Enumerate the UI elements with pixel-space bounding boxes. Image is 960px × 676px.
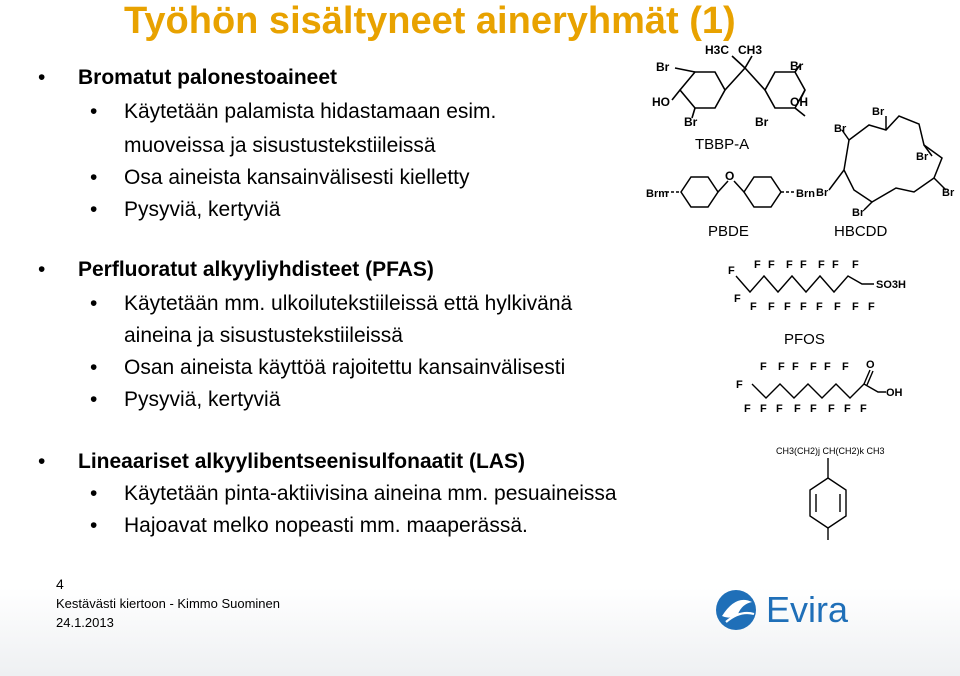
tbbpa-oh: OH	[790, 95, 808, 109]
pfos-fluorine: F	[734, 293, 741, 305]
tbbpa-methyl-2: CH3	[738, 43, 763, 57]
pbde-label: PBDE	[708, 223, 749, 240]
pfos-fluorine: F	[768, 301, 775, 313]
pbde-br-m: Brm	[646, 188, 669, 200]
pfos-fluorine: F	[754, 259, 761, 271]
hbcdd-br: Br	[852, 207, 865, 219]
bullet-item: • Hajoavat melko nopeasti mm. maaperässä.	[124, 514, 528, 538]
pfoa-fluorine: F	[844, 403, 851, 415]
pfoa-fluorine: F	[860, 403, 867, 415]
hbcdd-br: Br	[834, 123, 847, 135]
pfos-fluorine: F	[834, 301, 841, 313]
pfos-fluorine: F	[868, 301, 875, 313]
tbbpa-methyl-1: H3C	[705, 43, 730, 57]
bullet-item: • Käytetään mm. ulkoilutekstiileissä että hylkivänä	[124, 292, 572, 316]
section-heading-bromatut: • Bromatut palonestoaineet	[78, 66, 337, 90]
tbbpa-ho: HO	[652, 95, 670, 109]
pfos-fluorine: F	[800, 259, 807, 271]
hbcdd-structure	[814, 100, 960, 220]
pfoa-fluorine: F	[842, 361, 849, 373]
pbde-structure	[646, 165, 816, 220]
bullet-item: • Käytetään pinta-aktiivisina aineina mm. pesuaineissa	[124, 482, 617, 506]
pfos-fluorine: F	[750, 301, 757, 313]
footer-info	[56, 594, 280, 632]
bullet-item-continued: muoveissa ja sisustustekstiileissä	[124, 134, 436, 157]
hbcdd-br: Br	[816, 187, 829, 199]
pfos-fluorine: F	[728, 265, 735, 277]
pfoa-fluorine: F	[736, 379, 743, 391]
pfoa-fluorine: F	[810, 403, 817, 415]
pbde-oxygen: O	[725, 169, 735, 183]
pfoa-fluorine: F	[744, 403, 751, 415]
bullet-item: • Osa aineista kansainvälisesti kielletty	[124, 166, 470, 190]
bullet-item: • Osan aineista käyttöä rajoitettu kansainvälisesti	[124, 356, 565, 380]
pfoa-oxygen: O	[866, 359, 875, 371]
footer-presenter: Kestävästi kiertoon - Kimmo Suominen	[56, 596, 280, 611]
pfoa-fluorine: F	[760, 361, 767, 373]
hbcdd-label: HBCDD	[834, 223, 888, 240]
footer-date: 24.1.2013	[56, 615, 114, 630]
pfos-fluorine: F	[818, 259, 825, 271]
evira-logo-text: Evira	[766, 589, 849, 630]
tbbpa-br: Br	[790, 59, 804, 73]
pfos-so3h: SO3H	[876, 279, 906, 291]
section-heading-las: • Lineaariset alkyylibentseenisulfonaatit (LAS)	[78, 450, 525, 474]
pfos-fluorine: F	[800, 301, 807, 313]
pfos-fluorine: F	[786, 259, 793, 271]
pfos-fluorine: F	[832, 259, 839, 271]
pfoa-fluorine: F	[778, 361, 785, 373]
pfoa-fluorine: F	[760, 403, 767, 415]
pfos-fluorine: F	[784, 301, 791, 313]
evira-logo-mark-icon	[716, 590, 756, 630]
pfoa-fluorine: F	[776, 403, 783, 415]
section-heading-pfas: • Perfluoratut alkyyliyhdisteet (PFAS)	[78, 258, 434, 282]
bullet-item-continued: aineina ja sisustustekstiileissä	[124, 324, 403, 347]
pfoa-fluorine: F	[824, 361, 831, 373]
hbcdd-br: Br	[916, 151, 929, 163]
pfos-fluorine: F	[852, 259, 859, 271]
evira-logo	[712, 580, 912, 640]
pfoa-fluorine: F	[792, 361, 799, 373]
pfoa-structure	[734, 356, 914, 418]
pfoa-fluorine: F	[810, 361, 817, 373]
pfoa-fluorine: F	[794, 403, 801, 415]
tbbpa-br: Br	[656, 60, 670, 74]
tbbpa-structure	[650, 40, 830, 140]
pfos-fluorine: F	[852, 301, 859, 313]
pfos-label: PFOS	[784, 331, 825, 348]
pfos-fluorine: F	[768, 259, 775, 271]
slide-title: Työhön sisältyneet aineryhmät (1)	[124, 0, 736, 42]
tbbpa-label: TBBP-A	[695, 136, 750, 153]
pfoa-fluorine: F	[828, 403, 835, 415]
page-number: 4	[56, 576, 64, 592]
bullet-item: • Pysyviä, kertyviä	[124, 388, 280, 412]
tbbpa-br: Br	[684, 115, 698, 129]
pbde-br-n: Brn	[796, 188, 815, 200]
tbbpa-br: Br	[755, 115, 769, 129]
las-formula: CH3(CH2)j CH(CH2)k CH3	[776, 446, 885, 456]
hbcdd-br: Br	[872, 106, 885, 118]
pfoa-oh: OH	[886, 387, 903, 399]
pfos-fluorine: F	[816, 301, 823, 313]
hbcdd-br: Br	[942, 187, 955, 199]
bullet-item: • Käytetään palamista hidastamaan esim.	[124, 100, 496, 124]
pfos-structure	[724, 254, 924, 319]
bullet-item: • Pysyviä, kertyviä	[124, 198, 280, 222]
